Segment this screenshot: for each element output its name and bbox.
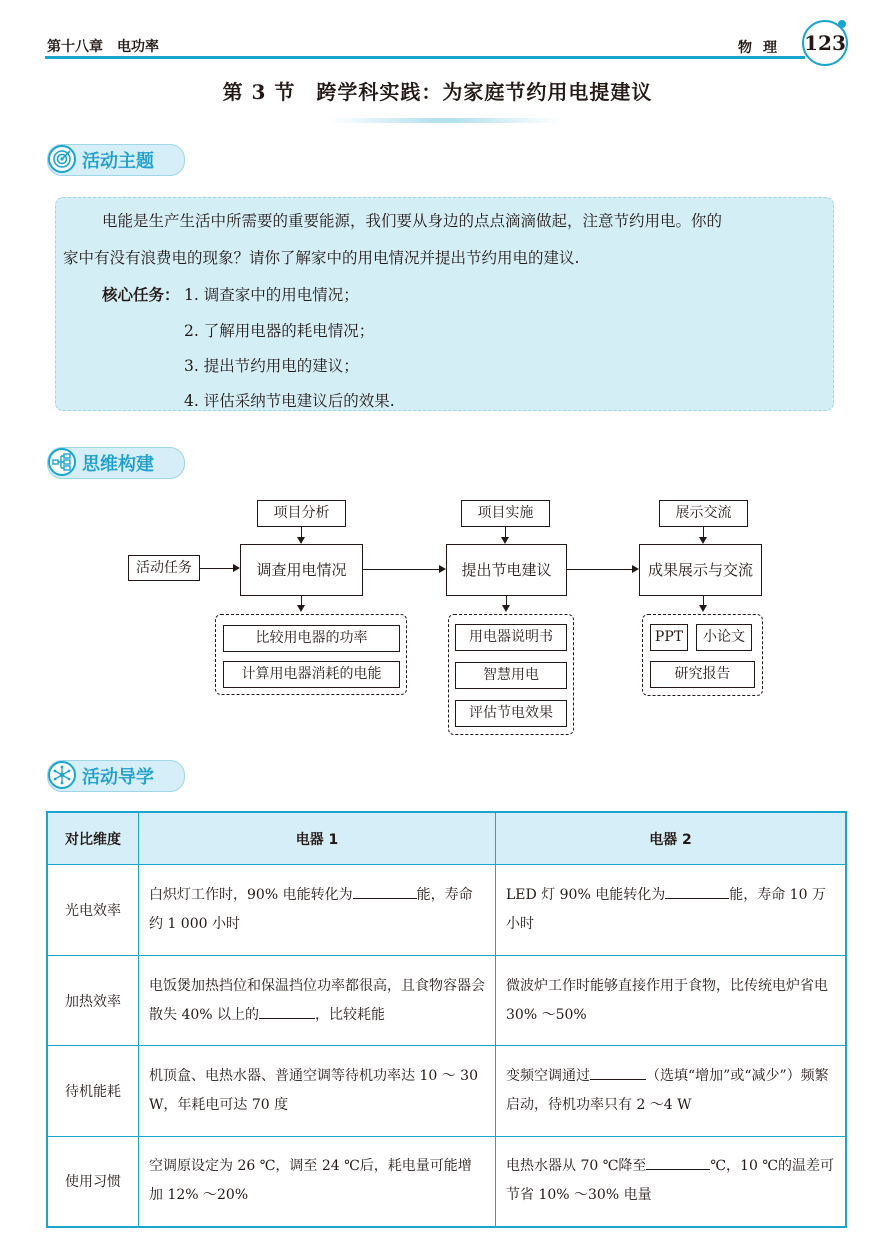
mind-map-heading: 思维构建: [82, 454, 154, 475]
cell-text: 能，寿命约 1 000 小时: [149, 887, 473, 932]
page-number: 123: [802, 20, 848, 66]
stage-3-item: PPT: [650, 624, 688, 651]
flow-connector: [363, 569, 439, 570]
table-cell: [139, 1046, 496, 1137]
table-row: [47, 1137, 846, 1227]
comparison-table: [46, 811, 847, 1228]
activity-theme-heading: 活动主题: [82, 151, 154, 172]
stage-2-item: 用电器说明书: [455, 624, 567, 651]
arrow-down-icon: [502, 605, 510, 612]
table-cell: [139, 1137, 496, 1227]
cell-text: 变频空调通过: [506, 1068, 590, 1084]
flow-connector: [505, 527, 506, 537]
table-cell: [496, 865, 847, 956]
fill-blank[interactable]: [259, 1004, 315, 1019]
arrow-right-icon: [439, 565, 446, 573]
table-cell: [139, 865, 496, 956]
intro-line-1: 电能是生产生活中所需要的重要能源，我们要从身边的点点滴滴做起，注意节约用电。你的: [102, 212, 723, 230]
network-icon: [48, 761, 76, 789]
row-dimension: 加热效率: [47, 956, 139, 1046]
table-cell: [496, 1046, 847, 1137]
flow-connector: [703, 527, 704, 537]
cell-text: 能，寿命 10 万小时: [506, 887, 826, 932]
mind-map-icon: [48, 448, 76, 476]
flow-connector: [301, 596, 302, 605]
stage-2-main: 提出节电建议: [446, 544, 567, 596]
row-dimension: 使用习惯: [47, 1137, 139, 1227]
cell-text: LED 灯 90% 电能转化为: [506, 887, 666, 903]
table-row: [47, 1046, 846, 1137]
table-cell: [139, 956, 496, 1046]
header-rule: [45, 56, 805, 59]
stage-2-item: 智慧用电: [455, 662, 567, 689]
fill-blank[interactable]: [353, 884, 417, 899]
fill-blank[interactable]: [665, 884, 729, 899]
core-task-2: 2. 了解用电器的耗电情况；: [184, 322, 375, 340]
column-header: 电器 2: [496, 812, 847, 865]
table-cell: [496, 1137, 847, 1227]
arrow-down-icon: [699, 537, 707, 544]
stage-3-item: 研究报告: [650, 661, 755, 688]
table-row: [47, 956, 846, 1046]
core-task-label: 核心任务：: [102, 286, 180, 304]
page-dot-decoration: [838, 20, 846, 28]
cell-text: （选填“增加”或“减少”）频繁启动，待机功率只有 2 ～4 W: [506, 1068, 829, 1113]
arrow-down-icon: [699, 605, 707, 612]
stage-3-top: 展示交流: [659, 500, 748, 527]
stage-1-item: 比较用电器的功率: [223, 625, 400, 652]
stage-1-main: 调查用电情况: [240, 544, 363, 596]
flow-connector: [301, 527, 302, 537]
cell-text: 空调原设定为 26 ℃，调至 24 ℃后，耗电量可能增加 12% ～20%: [149, 1158, 472, 1204]
flow-input-box: 活动任务: [128, 555, 200, 581]
arrow-down-icon: [501, 537, 509, 544]
column-header: 对比维度: [47, 812, 139, 865]
stage-1-top: 项目分析: [257, 500, 346, 527]
stage-2-top: 项目实施: [461, 500, 550, 527]
stage-3-item: 小论文: [696, 624, 752, 651]
intro-line-2: 家中有没有浪费电的现象？请你了解家中的用电情况并提出节约用电的建议.: [63, 249, 580, 267]
row-dimension: 光电效率: [47, 865, 139, 956]
cell-text: ，比较耗能: [315, 1006, 386, 1023]
cell-text: ℃，10 ℃的温差可节省 10% ～30% 电量: [506, 1158, 834, 1204]
flow-connector: [200, 568, 233, 569]
cell-text: 机顶盒、电热水器、普通空调等待机功率达 10 ～ 30 W，年耗电可达 70 度: [149, 1068, 478, 1113]
cell-text: 微波炉工作时能够直接作用于食物，比传统电炉省电 30% ～50%: [506, 977, 828, 1023]
table-row: [47, 865, 846, 956]
core-task-3: 3. 提出节约用电的建议；: [184, 357, 359, 375]
arrow-down-icon: [297, 605, 305, 612]
chapter-label: 第十八章 电功率: [47, 39, 159, 55]
flow-connector: [703, 596, 704, 605]
arrow-right-icon: [233, 564, 240, 572]
table-header-row: [47, 812, 846, 865]
arrow-down-icon: [297, 537, 305, 544]
fill-blank[interactable]: [590, 1065, 646, 1080]
row-dimension: 待机能耗: [47, 1046, 139, 1137]
subject-label: 物理: [738, 40, 788, 56]
stage-1-item: 计算用电器消耗的电能: [223, 661, 400, 688]
column-header: 电器 1: [139, 812, 496, 865]
cell-text: 电热水器从 70 ℃降至: [506, 1158, 647, 1175]
section-title: 第 3 节 跨学科实践：为家庭节约用电提建议: [222, 80, 653, 104]
target-icon: [48, 145, 76, 173]
cell-text: 白炽灯工作时，90% 电能转化为: [149, 887, 353, 903]
activity-guide-heading: 活动导学: [82, 767, 154, 788]
core-task-4: 4. 评估采纳节电建议后的效果.: [184, 392, 395, 410]
core-task-1: 1. 调查家中的用电情况；: [184, 286, 359, 304]
cell-text: 电饭煲加热挡位和保温挡位功率都很高，且食物容器会散失 40% 以上的: [149, 977, 485, 1023]
stage-2-item: 评估节电效果: [455, 700, 567, 727]
flow-connector: [506, 596, 507, 605]
arrow-right-icon: [632, 565, 639, 573]
fill-blank[interactable]: [646, 1155, 710, 1170]
table-cell: [496, 956, 847, 1046]
title-underline: [330, 118, 560, 123]
stage-3-main: 成果展示与交流: [639, 544, 762, 596]
flow-connector: [567, 569, 632, 570]
